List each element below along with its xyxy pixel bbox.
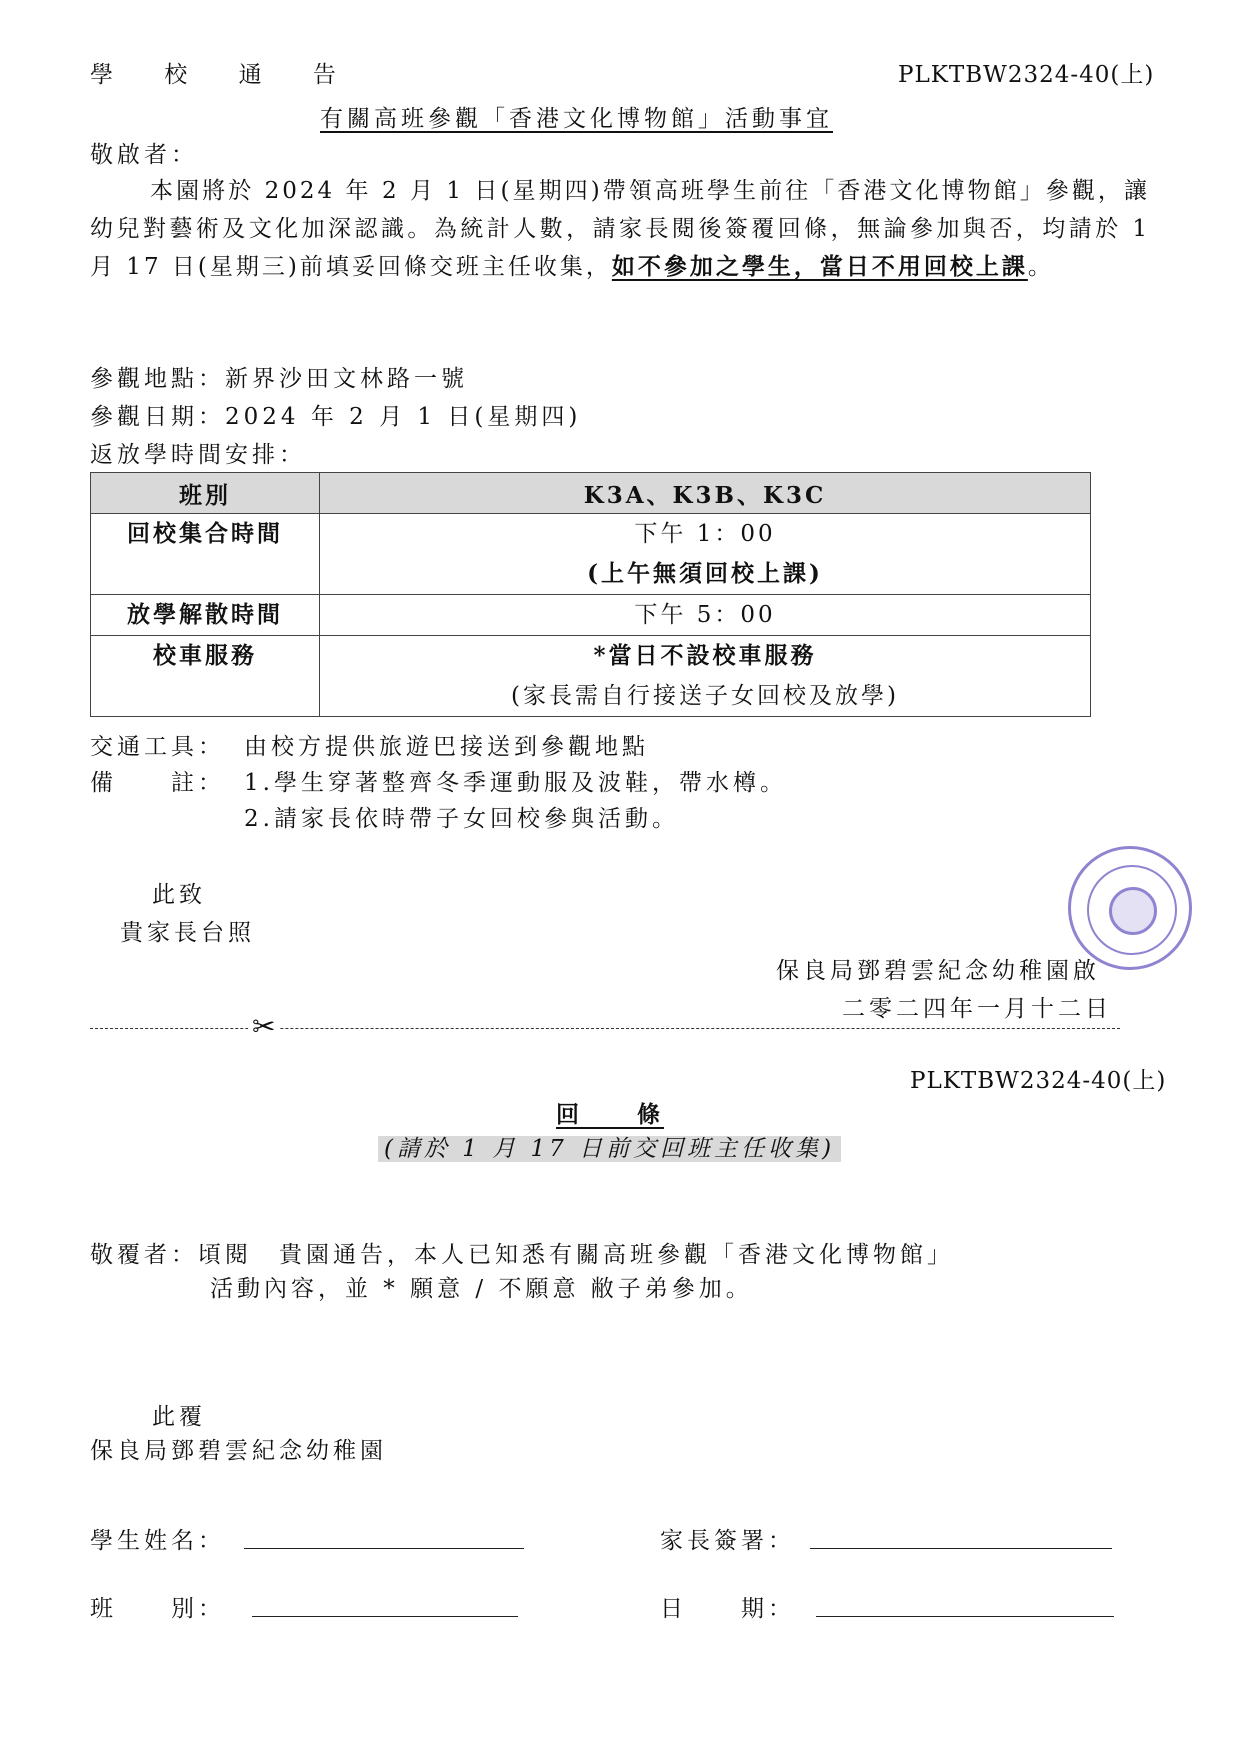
classes-header: K3A、K3B、K3C [320, 473, 1091, 514]
reply-reference-code: PLKTBW2324-40(上) [910, 1068, 1167, 1094]
parent-signature-field[interactable] [810, 1548, 1112, 1549]
closing-line-1: 此致 [152, 882, 206, 908]
visit-date: 參觀日期：2024 年 2 月 1 日(星期四) [90, 404, 582, 430]
visit-venue: 參觀地點：新界沙田文林路一號 [90, 366, 468, 392]
transport-text: 由校方提供旅遊巴接送到參觀地點 [244, 734, 649, 760]
reply-closing-2: 保良局鄧碧雲紀念幼稚園 [90, 1438, 387, 1464]
body-end: 。 [1027, 254, 1054, 280]
notice-body [90, 172, 1150, 286]
reply-text-line-2: 活動內容，並 * 願意 / 不願意 敝子弟參加。 [210, 1276, 753, 1302]
date-label: 日 期： [660, 1596, 795, 1622]
reply-title: 回 條 [556, 1101, 664, 1128]
issue-date: 二零二四年一月十二日 [842, 996, 1112, 1022]
scissors-icon: ✂ [248, 1010, 279, 1043]
body-text: 本園將於 2024 年 2 月 1 日(星期四)帶領高班學生前往「香港文化博物館」參觀，讓幼兒對藝術及文化加深認識。為統計人數，請家長閱後簽覆回條，無論參加與否，均請於 1 月 17 日(星期三)前填妥回條交班主任收集， [90, 178, 1150, 280]
reply-closing-1: 此覆 [152, 1404, 206, 1430]
row-note: (家長需自行接送子女回校及放學) [511, 683, 899, 709]
reply-subtitle: (請於 1 月 17 日前交回班主任收集) [378, 1136, 841, 1162]
class-field[interactable] [252, 1616, 518, 1617]
row-label: 回校集合時間 [127, 520, 283, 547]
closing-line-2: 貴家長台照 [120, 920, 255, 946]
row-value: 下午 5：00 [634, 602, 776, 628]
row-label: 放學解散時間 [127, 601, 283, 628]
body-emphasis: 如不參加之學生，當日不用回校上課 [611, 253, 1028, 280]
table-row [91, 595, 1091, 636]
transport-label: 交通工具： [90, 734, 225, 760]
row-value: 下午 1：00 [634, 521, 776, 547]
notice-label: 學 校 通 告 [90, 62, 358, 88]
student-name-field[interactable] [244, 1548, 524, 1549]
school-seal-icon [1068, 846, 1192, 970]
parent-signature-label: 家長簽署： [660, 1528, 795, 1554]
schedule-label: 返放學時間安排： [90, 442, 306, 468]
class-label: 班 別： [90, 1596, 225, 1622]
schedule-table [90, 472, 1091, 717]
remarks-label: 備 註： [90, 770, 225, 796]
reply-text-line-1: 敬覆者：頃閱 貴園通告，本人已知悉有關高班參觀「香港文化博物館」 [90, 1242, 954, 1268]
remark-item: 1.學生穿著整齊冬季運動服及波鞋，帶水樽。 [244, 770, 787, 796]
table-row [91, 514, 1091, 595]
cut-line [90, 1028, 1120, 1029]
row-label: 校車服務 [153, 642, 257, 669]
student-name-label: 學生姓名： [90, 1528, 225, 1554]
row-note: (上午無須回校上課) [587, 560, 823, 587]
table-row [91, 636, 1091, 717]
school-name: 保良局鄧碧雲紀念幼稚園啟 [776, 958, 1100, 984]
salutation: 敬啟者： [90, 142, 198, 168]
row-value: *當日不設校車服務 [593, 642, 817, 669]
remark-item: 2.請家長依時帶子女回校參與活動。 [244, 806, 679, 832]
reference-code: PLKTBW2324-40(上) [898, 62, 1155, 88]
date-field[interactable] [816, 1616, 1114, 1617]
table-header-row [91, 473, 1091, 514]
notice-title: 有關高班參觀「香港文化博物館」活動事宜 [320, 106, 833, 132]
class-column-header: 班別 [91, 473, 320, 514]
